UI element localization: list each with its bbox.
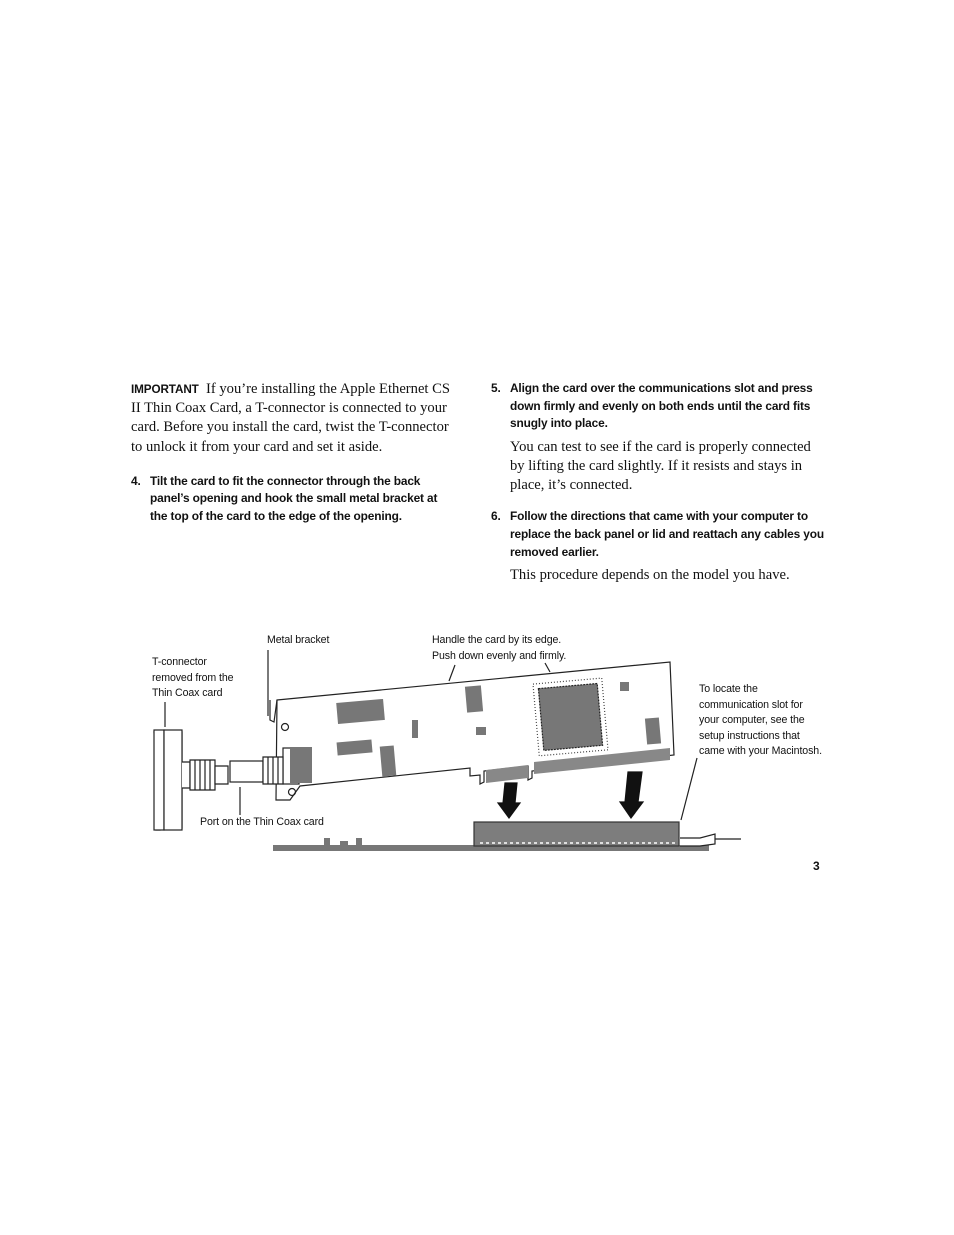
processor-chip [538,684,602,751]
down-arrow-right [620,772,643,818]
step-6 [491,508,824,561]
step-4-text: Tilt the card to fit the connector through the back panel’s opening and hook the small metal bracket at the top of the card to the edge of the opening. [150,473,438,523]
board-component-3 [356,838,362,846]
callout-port: Port on the Thin Coax card [200,816,324,828]
callout-handle-line-1: Handle the card by its edge. [432,634,562,646]
step-5-text: Align the card over the communications slot and press down firmly and evenly on both ends until the card fits snugly into place. [510,381,813,431]
callout-t-connector [152,655,233,702]
callout-locate-line-3: your computer, see the [699,714,805,727]
leader-slot [681,758,697,820]
callout-metal-bracket: Metal bracket [267,634,330,646]
callout-locate-line-1: To locate the [699,683,758,695]
important-text: If you’re installing the Apple Ethernet CS II Thin Coax Card, a T-connector is connected to your card. Before you install the card, twist the T-connector to unlock it from your card and set it aside. [131,381,450,455]
callout-t-connector-line-3: Thin Coax card [152,687,223,700]
step-5-number: 5. [491,381,501,395]
step-5 [491,380,824,433]
important-label: IMPORTANT [131,383,199,396]
expansion-card [270,662,674,800]
step-4-number: 4. [131,473,141,488]
page-number: 3 [813,859,820,873]
callout-locate-line-5: came with your Macintosh. [699,745,822,758]
callout-t-connector-line-1: T-connector [152,656,207,668]
callout-handle-card [432,633,566,664]
board-component-1 [324,838,330,846]
cable [680,834,715,846]
step-4 [131,473,451,526]
callout-locate-line-4: setup instructions that [699,729,800,742]
board-component-2 [340,841,348,846]
step-6-follow-text: This procedure depends on the model you have. [510,567,790,584]
important-note [131,380,451,457]
bnc-connector [230,757,283,784]
step-6-text: Follow the directions that came with your computer to replace the back panel or lid and reattach any cables you removed earlier. [510,509,824,559]
callout-locate-line-2: communication slot for [699,698,803,711]
step-6-number: 6. [491,509,501,524]
step-5-follow-text: You can test to see if the card is properly connected by lifting the card slightly. If it resists and stays in place, it’s connected. [510,438,811,494]
leader-handle-left [449,665,455,681]
callout-t-connector-line-2: removed from the [152,671,234,684]
callout-locate-slot [699,682,822,760]
right-column [491,380,824,585]
down-arrow-left [498,783,520,818]
metal-bracket [270,700,277,722]
callout-handle-line-2: Push down evenly and firmly. [432,649,567,662]
leader-handle-right [545,663,550,672]
left-column [131,380,451,526]
